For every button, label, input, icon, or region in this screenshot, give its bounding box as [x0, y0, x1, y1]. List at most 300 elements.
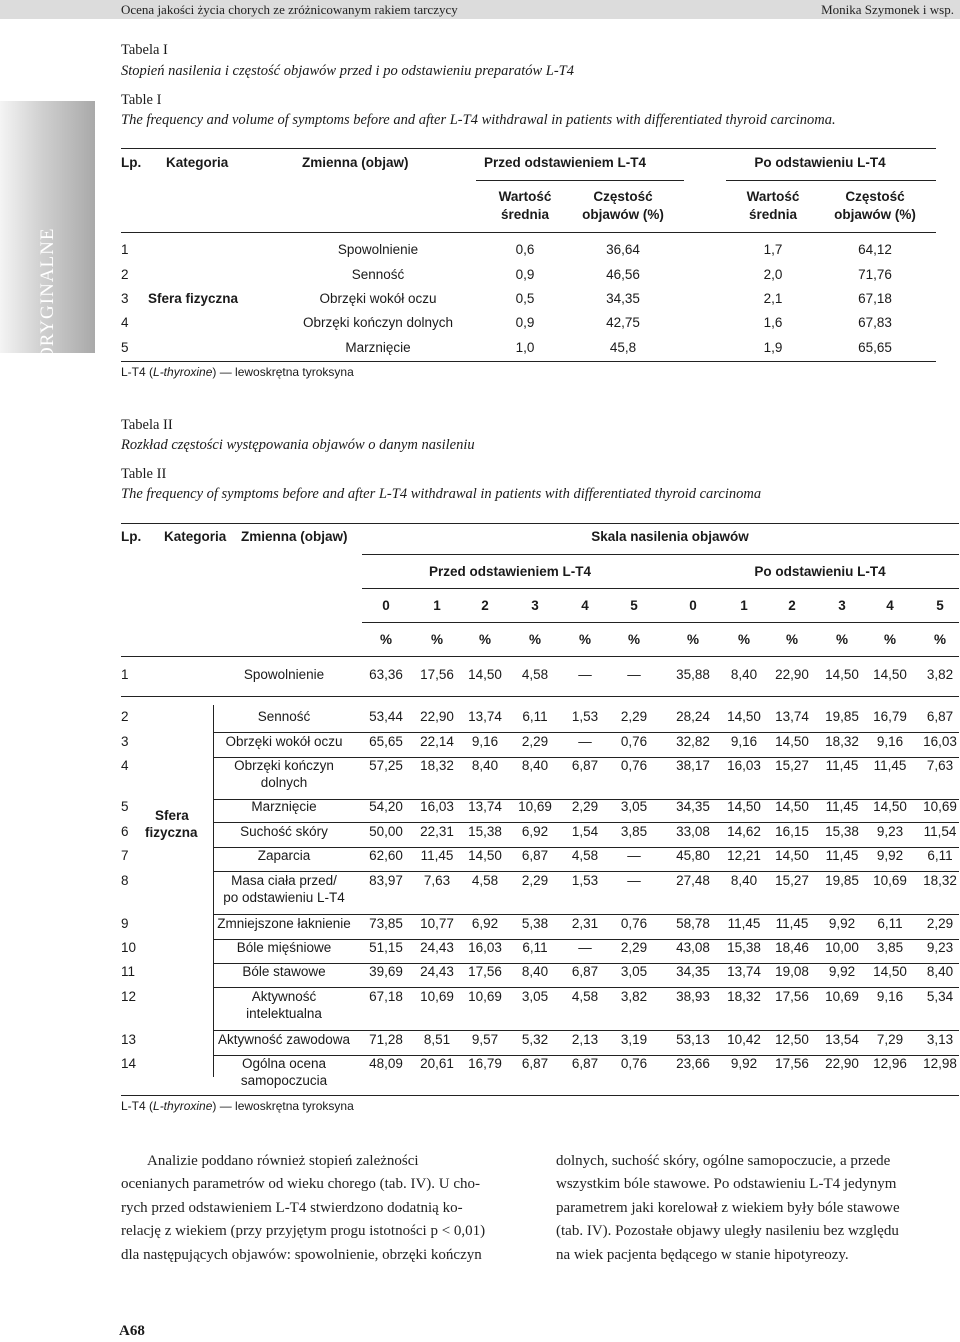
table2-cell-value: 7,63 [926, 758, 954, 773]
table2-cell-value: 34,35 [676, 799, 710, 814]
table2-cell-value: 3,82 [620, 989, 648, 1004]
table2-cell-value: 23,66 [676, 1056, 710, 1071]
table2-row-rule [213, 987, 959, 988]
table1-cell-po-czestosc: 64,12 [858, 242, 892, 257]
table2-cell-value: 16,03 [420, 799, 454, 814]
table1-header-zmienna: Zmienna (objaw) [302, 155, 409, 170]
table2-cell-value: 5,34 [926, 989, 954, 1004]
table2-cell-lp: 10 [121, 940, 137, 955]
table2-cell-value: 8,40 [471, 758, 499, 773]
table2-cell-value: 28,24 [676, 709, 710, 724]
table2-level-header: 4 [886, 598, 894, 613]
table1-przed-wartosc-h2: średnia [500, 207, 550, 222]
table2-period-rule [362, 588, 959, 589]
table2-cell-value: 10,42 [727, 1032, 761, 1047]
table2-cell-value: 16,03 [727, 758, 761, 773]
table2-cell-zmienna: Zaparcia [257, 848, 311, 863]
table2-cell-value: 54,20 [369, 799, 403, 814]
table2-header-skala: Skala nasilenia objawów [591, 529, 749, 544]
table1-header-przed: Przed odstawieniem L-T4 [483, 155, 647, 170]
table2-cell-value: 4,58 [521, 667, 549, 682]
table2-cell-value: 14,50 [873, 799, 907, 814]
table2-cell-value: 8,40 [730, 667, 758, 682]
table1-title-pl: Stopień nasilenia i częstość objawów przed i po odstawieniu preparatów L-T4 [121, 63, 574, 79]
table2-cell-value: 57,25 [369, 758, 403, 773]
table1-top-rule [121, 148, 936, 149]
table2-cell-value: 10,69 [923, 799, 957, 814]
table2-pct-header: % [627, 632, 640, 647]
table2-row-rule [213, 871, 959, 872]
body-line: rych przed odstawieniem L-T4 stwierdzono dodatnią ko- [121, 1199, 463, 1216]
table2-cell-value: 15,38 [468, 824, 502, 839]
table1-cell-lp: 1 [121, 242, 129, 257]
table2-cell-value: 3,13 [926, 1032, 954, 1047]
table1-cell-po-wartosc: 1,9 [763, 340, 783, 355]
table2-cell-lp: 3 [121, 734, 129, 749]
table2-cell-value: 16,03 [468, 940, 502, 955]
table2-cell-value: 8,40 [730, 873, 758, 888]
body-line: dolnych, suchość skóry, ogólne samopoczucie, a przede [556, 1153, 891, 1169]
body-line: parametrem jaki korelował z wiekiem były bóle stawowe [556, 1199, 900, 1216]
table2-cell-zmienna-cont: intelektualna [246, 1006, 322, 1021]
table2-level-header: 0 [382, 598, 390, 613]
table2-cell-value: 19,08 [775, 964, 809, 979]
table2-cell-value: 0,76 [620, 1056, 648, 1071]
table1-cell-zmienna: Spowolnienie [337, 242, 419, 257]
table2-cell-value: — [578, 667, 592, 682]
table2-header-zmienna: Zmienna (objaw) [241, 529, 348, 544]
table2-cell-zmienna: Bóle mięśniowe [236, 940, 332, 955]
table2-cell-value: 9,16 [876, 734, 904, 749]
table2-cell-value: 3,85 [876, 940, 904, 955]
table2-cell-value: 14,50 [775, 848, 809, 863]
table2-cell-value: — [627, 848, 641, 863]
running-header [0, 0, 960, 19]
table1-header-rule [121, 232, 936, 233]
table2-level-header: 4 [581, 598, 589, 613]
table2-cell-value: 2,29 [926, 916, 954, 931]
table2-cell-value: 14,50 [775, 734, 809, 749]
table2-cell-value: 63,36 [369, 667, 403, 682]
table1-cell-po-wartosc: 1,7 [763, 242, 783, 257]
table1-cell-lp: 4 [121, 315, 129, 330]
table2-cell-value: 6,87 [521, 1056, 549, 1071]
table1-cell-po-wartosc: 1,6 [763, 315, 783, 330]
body-left-column [121, 1150, 526, 1267]
table2-cell-value: 2,29 [620, 940, 648, 955]
table2-level-header: 0 [689, 598, 697, 613]
section-side-tab-label: PRACE ORYGINALNE [37, 227, 58, 433]
table2-cell-value: 3,82 [926, 667, 954, 682]
table1-category: Sfera fizyczna [148, 291, 239, 306]
table2-cell-value: 22,31 [420, 824, 454, 839]
table2-cell-lp: 9 [121, 916, 129, 931]
table2-cell-value: 12,96 [873, 1056, 907, 1071]
table1-cell-przed-wartosc: 0,5 [515, 291, 535, 306]
body-line: relację z wiekiem (przy przyjętym progu istotności p < 0,01) [121, 1223, 486, 1240]
table2-label-en: Table II [121, 466, 167, 482]
table2-cell-value: 4,58 [571, 848, 599, 863]
table2-cell-value: 35,88 [676, 667, 710, 682]
table2-pct-header: % [578, 632, 591, 647]
table2-cell-value: 11,45 [775, 916, 809, 931]
table2-cell-value: 15,27 [775, 873, 809, 888]
table2-cell-value: 10,00 [825, 940, 859, 955]
table2-cell-value: 83,97 [369, 873, 403, 888]
table1-przed-czestosc-h1: Częstość [593, 189, 653, 204]
table2-cell-lp: 11 [121, 964, 136, 979]
table2-pct-header: % [379, 632, 392, 647]
body-line: Analizie poddano również stopień zależności [147, 1153, 419, 1169]
table2-cell-value: 5,38 [521, 916, 549, 931]
table2-cell-value: 14,50 [727, 709, 761, 724]
table2-cell-lp: 13 [121, 1032, 137, 1047]
table2-cell-value: 8,40 [926, 964, 954, 979]
table2-cell-value: 19,85 [825, 709, 859, 724]
table2-cell-value: 0,76 [620, 734, 648, 749]
table1-footnote: L-T4 (L-thyroxine) — lewoskrętna tyroksyna [121, 365, 354, 379]
table2-cell-value: 13,74 [775, 709, 809, 724]
table2-cell-value: 15,38 [727, 940, 761, 955]
table2-cell-value: 3,85 [620, 824, 648, 839]
table2-pct-header: % [737, 632, 750, 647]
table1-label-en: Table I [121, 92, 162, 108]
table2-cell-value: 12,98 [923, 1056, 957, 1071]
table2-level-header: 1 [740, 598, 748, 613]
table2-cell-value: 34,35 [676, 964, 710, 979]
table1-przed-wartosc-h1: Wartość [498, 189, 552, 204]
table2-cell-value: 16,15 [775, 824, 809, 839]
table2-cell-value: 5,32 [521, 1032, 549, 1047]
table2-cell-value: 15,27 [775, 758, 809, 773]
table2-cell-value: — [627, 873, 641, 888]
table2-cell-value: 11,45 [825, 848, 859, 863]
table2-cell-value: 2,29 [620, 709, 648, 724]
table2-pct-header: % [933, 632, 946, 647]
table2-cell-value: 13,74 [727, 964, 761, 979]
table2-cell-zmienna: Spowolnienie [243, 667, 325, 682]
table2-level-header: 5 [936, 598, 944, 613]
table2-cell-value: 9,92 [828, 916, 856, 931]
table2-cell-value: 6,11 [522, 940, 548, 955]
table2-cell-value: 16,79 [468, 1056, 502, 1071]
table2-cell-value: 53,13 [676, 1032, 710, 1047]
table2-pct-header: % [686, 632, 699, 647]
table2-cell-value: 14,50 [468, 667, 502, 682]
table2-label-pl: Tabela II [121, 417, 173, 433]
table1-cell-lp: 2 [121, 267, 129, 282]
table2-cell-value: 13,54 [825, 1032, 859, 1047]
table2-cell-value: 27,48 [676, 873, 710, 888]
table2-cell-value: 18,46 [775, 940, 809, 955]
table2-cell-value: 1,53 [571, 873, 599, 888]
table2-pct-header: % [835, 632, 848, 647]
table2-cell-value: 65,65 [369, 734, 403, 749]
table2-cell-value: 67,18 [369, 989, 403, 1004]
table2-cell-value: 14,50 [825, 667, 859, 682]
table2-cell-value: 1,54 [571, 824, 599, 839]
table2-cell-value: 11,45 [727, 916, 761, 931]
table2-cell-zmienna: Obrzęki wokół oczu [225, 734, 343, 749]
table2-cell-lp: 1 [121, 667, 129, 682]
table2-cell-value: 22,14 [420, 734, 454, 749]
table2-cell-value: 22,90 [775, 667, 809, 682]
table1-cell-po-wartosc: 2,1 [763, 291, 783, 306]
table1-cell-zmienna: Obrzęki kończyn dolnych [302, 315, 454, 330]
table2-footnote: L-T4 (L-thyroxine) — lewoskrętna tyroksyna [121, 1099, 354, 1113]
table1-header-kategoria: Kategoria [166, 155, 229, 170]
table2-cell-value: 11,45 [825, 758, 859, 773]
table2-cell-value: 24,43 [420, 940, 454, 955]
table1-cell-po-wartosc: 2,0 [763, 267, 783, 282]
table2-row-rule [213, 732, 959, 733]
table2-cell-value: 9,92 [828, 964, 856, 979]
table2-cell-lp: 6 [121, 824, 129, 839]
table1-przed-czestosc-h2: objawów (%) [582, 207, 664, 222]
table2-cell-lp: 14 [121, 1056, 137, 1071]
table2-title-pl: Rozkład częstości występowania objawów o danym nasileniu [121, 437, 475, 453]
table2-cell-value: 53,44 [369, 709, 403, 724]
table2-cell-zmienna: Aktywność zawodowa [217, 1032, 351, 1047]
table2-cell-value: 45,80 [676, 848, 710, 863]
table2-row1-rule [121, 696, 959, 697]
table2-cell-zmienna-cont: dolnych [260, 775, 308, 790]
table2-cell-zmienna: Ogólna ocena [241, 1056, 327, 1071]
table1-cell-przed-czestosc: 34,35 [606, 291, 640, 306]
table2-cell-value: 48,09 [369, 1056, 403, 1071]
table2-cell-value: 6,11 [522, 709, 548, 724]
table2-cell-lp: 4 [121, 758, 129, 773]
table2-cell-value: 9,92 [876, 848, 904, 863]
body-right-column [556, 1150, 959, 1267]
table2-cell-value: 2,29 [521, 734, 549, 749]
table1-po-czestosc-h1: Częstość [845, 189, 905, 204]
table2-cell-value: 62,60 [369, 848, 403, 863]
table2-header-rule [121, 656, 959, 657]
running-header-authors: Monika Szymonek i wsp. [821, 2, 954, 17]
section-side-tab [0, 101, 95, 433]
table2-cell-value: 6,92 [471, 916, 499, 931]
table2-header-po: Po odstawieniu L-T4 [754, 564, 886, 579]
table2-title-en: The frequency of symptoms before and after L-T4 withdrawal in patients with differentiated thyroid carcinoma [121, 486, 762, 502]
table2-cell-value: 18,32 [923, 873, 957, 888]
table2-cell-value: 38,17 [676, 758, 710, 773]
table2-cell-value: 18,32 [420, 758, 454, 773]
table2-cell-value: 14,50 [775, 799, 809, 814]
body-line: wszystkim bóle stawowe. Po odstawieniu L-T4 jedynym [556, 1176, 897, 1193]
table1-cell-przed-wartosc: 0,9 [515, 315, 535, 330]
table1-cell-przed-czestosc: 45,8 [609, 340, 637, 355]
table2-level-header: 3 [838, 598, 846, 613]
table2-cell-value: 24,43 [420, 964, 454, 979]
table1-cell-zmienna: Senność [351, 267, 405, 282]
table2-cell-value: 7,63 [423, 873, 451, 888]
body-line: (tab. IV). Pozostałe objawy uległy nasileniu bez względu [556, 1223, 899, 1240]
table2-cell-zmienna: Masa ciała przed/ [231, 873, 337, 888]
table2-cell-value: 6,11 [927, 848, 953, 863]
body-line: dla następujących objawów: spowolnienie, obrzęki kończyn [121, 1246, 482, 1263]
table1-cell-po-czestosc: 71,76 [858, 267, 892, 282]
table2-bottom-rule [121, 1095, 959, 1096]
table2-cell-value: 14,50 [873, 964, 907, 979]
table2-cell-lp: 7 [121, 848, 129, 863]
table2-cell-value: 43,08 [676, 940, 710, 955]
table2-cell-value: 12,50 [775, 1032, 809, 1047]
table2-cell-value: 14,50 [727, 799, 761, 814]
table2-header-lp: Lp. [121, 529, 142, 544]
table2-cell-value: 9,92 [730, 1056, 758, 1071]
table2-cell-value: 14,62 [727, 824, 761, 839]
table2-cell-value: 6,92 [521, 824, 549, 839]
table2-cell-value: 58,78 [676, 916, 710, 931]
table1-cell-zmienna: Obrzęki wokół oczu [319, 291, 437, 306]
table1-header-lp: Lp. [121, 155, 142, 170]
table2-cell-value: 9,57 [471, 1032, 499, 1047]
table2-cell-zmienna: Marznięcie [251, 799, 317, 814]
table2-cell-value: 4,58 [571, 989, 599, 1004]
table1-cell-przed-wartosc: 1,0 [515, 340, 535, 355]
table2-cell-value: 10,69 [873, 873, 907, 888]
table2-cell-zmienna: Zmniejszone łaknienie [217, 916, 351, 931]
table2-cell-value: 1,53 [571, 709, 599, 724]
table2-cell-value: 2,29 [521, 873, 549, 888]
table1-cell-lp: 5 [121, 340, 129, 355]
table2-cell-value: 71,28 [369, 1032, 403, 1047]
table1-cell-przed-czestosc: 36,64 [606, 242, 640, 257]
table1-cell-po-czestosc: 65,65 [858, 340, 892, 355]
table2-cell-value: 14,50 [873, 667, 907, 682]
table2-cell-value: 13,74 [468, 799, 502, 814]
table2-cell-value: 10,69 [825, 989, 859, 1004]
table2-cell-value: 32,82 [676, 734, 710, 749]
table1-po-czestosc-h2: objawów (%) [834, 207, 916, 222]
table2-cell-value: 2,29 [571, 799, 599, 814]
body-line: ocenianych parametrów od wieku chorego (tab. IV). U cho- [121, 1176, 481, 1193]
table2-cell-value: 6,87 [926, 709, 954, 724]
table2-pct-header: % [785, 632, 798, 647]
table2-cell-zmienna-cont: po odstawieniu L-T4 [223, 890, 345, 905]
table2-row-rule [213, 822, 959, 823]
table2-level-header: 2 [788, 598, 796, 613]
table2-cell-value: 2,31 [571, 916, 599, 931]
table1-cell-przed-czestosc: 42,75 [606, 315, 640, 330]
table2-header-przed: Przed odstawieniem L-T4 [428, 564, 592, 579]
table2-cell-lp: 5 [121, 799, 129, 814]
table2-cell-value: 18,32 [727, 989, 761, 1004]
table2-cell-value: 12,21 [727, 848, 761, 863]
table1-cell-zmienna: Marznięcie [345, 340, 411, 355]
table2-cell-value: 17,56 [420, 667, 454, 682]
table2-cell-value: 16,03 [923, 734, 957, 749]
table2-cell-value: 18,32 [825, 734, 859, 749]
table2-level-header: 3 [531, 598, 539, 613]
table2-cell-value: — [627, 667, 641, 682]
table2-cell-value: 7,29 [876, 1032, 904, 1047]
table2-cell-value: 6,87 [571, 1056, 599, 1071]
table2-cell-zmienna: Aktywność [251, 989, 317, 1004]
table2-pct-header: % [430, 632, 443, 647]
table1-cell-przed-wartosc: 0,9 [515, 267, 535, 282]
table1-cell-po-czestosc: 67,83 [858, 315, 892, 330]
table2-cell-value: 10,69 [518, 799, 552, 814]
table2-cell-zmienna: Obrzęki kończyn [234, 758, 334, 773]
table2-cell-value: 10,69 [420, 989, 454, 1004]
table2-cell-value: 3,05 [620, 964, 648, 979]
table1-title-en: The frequency and volume of symptoms before and after L-T4 withdrawal in patients with differentiated thyroid carcinoma. [121, 112, 836, 128]
table2-cell-value: 33,08 [676, 824, 710, 839]
table2-level-header: 1 [433, 598, 441, 613]
table2-cell-value: 8,40 [521, 758, 549, 773]
table2-cell-value: 22,90 [420, 709, 454, 724]
table2-cell-value: 11,45 [420, 848, 454, 863]
table2-pct-header: % [883, 632, 896, 647]
table2-cell-value: — [578, 940, 592, 955]
table2-cell-value: 8,51 [423, 1032, 451, 1047]
table2-cell-value: 15,38 [825, 824, 859, 839]
table2-cell-value: 10,69 [468, 989, 502, 1004]
table2-skala-rule [362, 554, 959, 555]
table2-cell-zmienna-cont: samopoczucia [240, 1073, 328, 1088]
table2-cell-lp: 8 [121, 873, 129, 888]
table2-cell-zmienna: Suchość skóry [240, 824, 328, 839]
table2-cell-value: 9,23 [926, 940, 954, 955]
table1-po-rule [726, 180, 936, 181]
table1-przed-rule [476, 180, 684, 181]
table2-cell-value: 17,56 [468, 964, 502, 979]
table2-cell-value: 17,56 [775, 989, 809, 1004]
table2-cell-value: 13,74 [468, 709, 502, 724]
table2-cell-value: 22,90 [825, 1056, 859, 1071]
table2-cell-value: 14,50 [468, 848, 502, 863]
table2-cell-value: 16,79 [873, 709, 907, 724]
table2-category-line1: Sfera [155, 808, 189, 823]
table2-cell-value: 19,85 [825, 873, 859, 888]
table2-cell-value: 51,15 [369, 940, 403, 955]
body-line: na wiek pacjenta będącego w stanie hipotyreozy. [556, 1246, 849, 1263]
table2-cell-value: — [578, 734, 592, 749]
table2-cell-value: 9,16 [876, 989, 904, 1004]
table2-level-header: 5 [630, 598, 638, 613]
table2-level-rule [362, 622, 959, 623]
table2-header-kategoria: Kategoria [164, 529, 227, 544]
table2-cell-lp: 2 [121, 709, 129, 724]
table2-top-rule [121, 523, 959, 524]
table1-label-pl: Tabela I [121, 42, 168, 58]
table2-cell-value: 6,87 [521, 848, 549, 863]
table1-cell-przed-wartosc: 0,6 [515, 242, 535, 257]
table2-cell-value: 11,45 [873, 758, 907, 773]
table2-pct-header: % [478, 632, 491, 647]
table2-cell-value: 0,76 [620, 916, 648, 931]
table2-cell-value: 20,61 [420, 1056, 454, 1071]
table2-cell-value: 6,87 [571, 758, 599, 773]
table2-cell-value: 11,45 [825, 799, 859, 814]
table2-cell-value: 50,00 [369, 824, 403, 839]
page-number: A68 [119, 1323, 145, 1339]
table2-cell-value: 10,77 [420, 916, 454, 931]
table2-cell-zmienna: Bóle stawowe [242, 964, 326, 979]
table1-cell-przed-czestosc: 46,56 [606, 267, 640, 282]
table2-cell-value: 9,23 [876, 824, 904, 839]
table2-cell-value: 2,13 [571, 1032, 599, 1047]
table2-cell-value: 39,69 [369, 964, 403, 979]
table2-cell-value: 17,56 [775, 1056, 809, 1071]
table2-category-line2: fizyczna [145, 825, 198, 840]
table2-cell-value: 8,40 [521, 964, 549, 979]
table2-cell-value: 38,93 [676, 989, 710, 1004]
table1-cell-lp: 3 [121, 291, 129, 306]
running-header-title: Ocena jakości życia chorych ze zróżnicowanym rakiem tarczycy [121, 2, 458, 17]
